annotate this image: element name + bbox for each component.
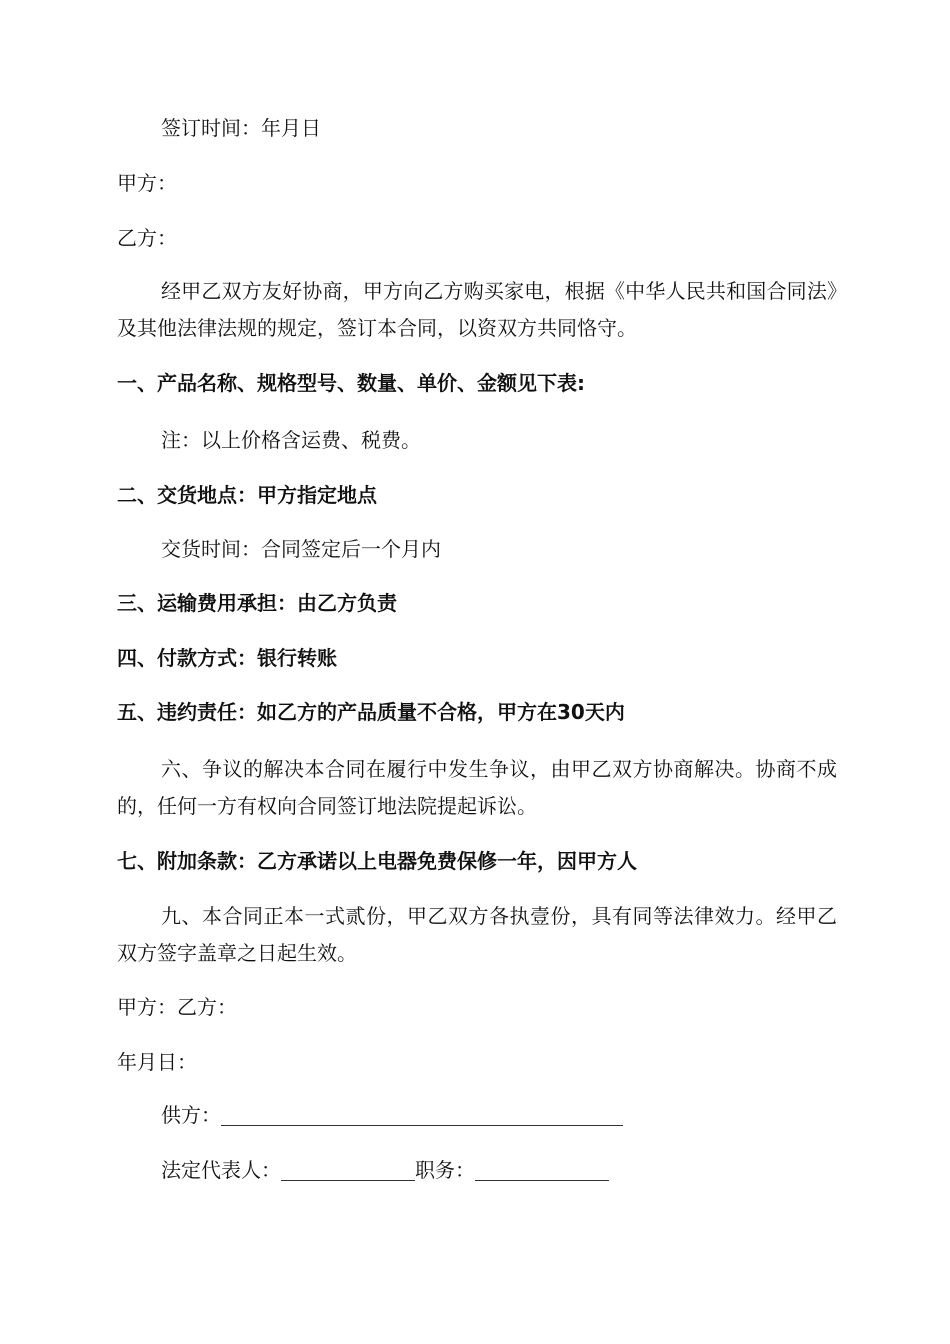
supplier-label: 供方：: [161, 1103, 221, 1127]
supplier-blank: [221, 1103, 623, 1126]
party-a-label: 甲方：: [117, 171, 177, 195]
clause-3-heading: 三、运输费用承担：由乙方负责: [117, 591, 397, 615]
position-blank: [475, 1158, 609, 1181]
position-label: 职务：: [415, 1158, 475, 1182]
supplier-line: [117, 1097, 837, 1134]
legal-rep-label: 法定代表人：: [161, 1158, 281, 1182]
party-b-label: 乙方：: [117, 226, 177, 250]
legal-rep-line: [117, 1152, 837, 1189]
sign-time: 签订时间：年月日: [161, 116, 321, 140]
clause-5-heading: 五、违约责任：如乙方的产品质量不合格，甲方在30天内: [117, 700, 625, 724]
signature-date: 年月日：: [117, 1050, 197, 1074]
signature-parties: 甲方：乙方：: [117, 995, 237, 1019]
clause-1-heading: 一、产品名称、规格型号、数量、单价、金额见下表:: [117, 371, 585, 395]
price-note: 注：以上价格含运费、税费。: [161, 428, 421, 452]
clause-2-heading: 二、交货地点：甲方指定地点: [117, 483, 377, 507]
delivery-time: 交货时间：合同签定后一个月内: [161, 537, 441, 561]
legal-rep-blank: [281, 1158, 415, 1181]
clause-6-paragraph: 六、争议的解决本合同在履行中发生争议，由甲乙双方协商解决。协商不成的，任何一方有权向合同签订地法院提起诉讼。: [117, 757, 837, 818]
intro-paragraph: 经甲乙双方友好协商，甲方向乙方购买家电，根据《中华人民共和国合同法》及其他法律法规的规定，签订本合同，以资双方共同恪守。: [117, 279, 837, 340]
clause-4-heading: 四、付款方式：银行转账: [117, 646, 337, 670]
clause-7-heading: 七、附加条款：乙方承诺以上电器免费保修一年，因甲方人: [117, 849, 637, 873]
clause-9-paragraph: 九、本合同正本一式贰份，甲乙双方各执壹份，具有同等法律效力。经甲乙双方签字盖章之日起生效。: [117, 904, 837, 965]
